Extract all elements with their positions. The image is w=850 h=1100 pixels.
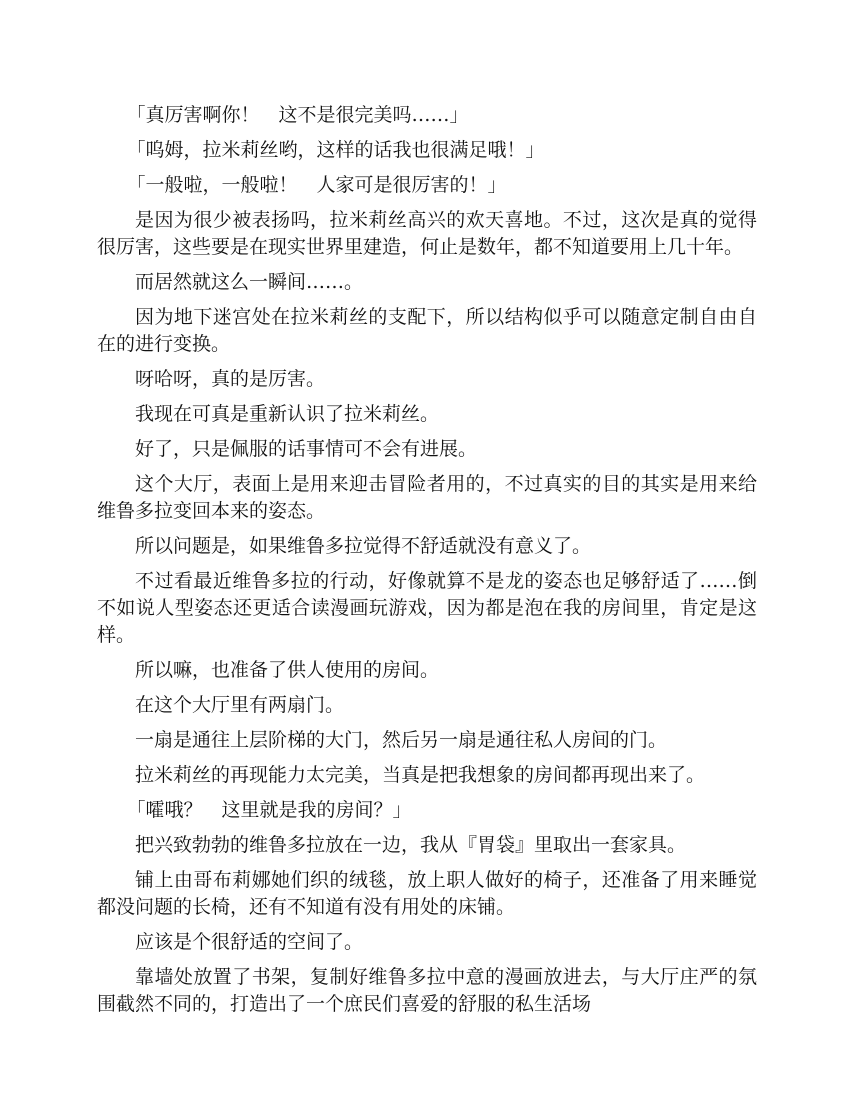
- paragraph-2: 「呜姆，拉米莉丝哟，这样的话我也很满足哦！」: [126, 139, 545, 161]
- paragraph-6: 因为地下迷宫处在拉米莉丝的支配下，所以结构似乎可以随意定制自由自在的进行变换。: [97, 306, 757, 355]
- paragraph-16: 拉米莉丝的再现能力太完美，当真是把我想象的房间都再现出来了。: [135, 764, 706, 786]
- paragraph-5: 而居然就这么一瞬间……。: [135, 271, 364, 293]
- paragraph-11: 所以问题是，如果维鲁多拉觉得不舒适就没有意义了。: [135, 535, 592, 557]
- paragraph-8: 我现在可真是重新认识了拉米莉丝。: [135, 403, 440, 425]
- paragraph-14: 在这个大厅里有两扇门。: [135, 694, 345, 716]
- paragraph-1: 「真厉害啊你！ 这不是很完美吗……」: [126, 104, 469, 126]
- paragraph-10: 这个大厅，表面上是用来迎击冒险者用的，不过真实的目的其实是用来给维鲁多拉变回本来的姿态。: [97, 473, 757, 522]
- paragraph-18: 把兴致勃勃的维鲁多拉放在一边，我从『胃袋』里取出一套家具。: [135, 834, 687, 856]
- paragraph-15: 一扇是通往上层阶梯的大门，然后另一扇是通往私人房间的门。: [135, 729, 668, 751]
- paragraph-21: 靠墙处放置了书架，复制好维鲁多拉中意的漫画放进去，与大厅庄严的氛围截然不同的，打造出了一个庶民们喜爱的舒服的私生活场: [97, 966, 757, 1015]
- paragraph-4: 是因为很少被表扬吗，拉米莉丝高兴的欢天喜地。不过，这次是真的觉得很厉害，这些要是在现实世界里建造，何止是数年，都不知道要用上几十年。: [97, 209, 757, 258]
- paragraph-17: 「嚯哦？ 这里就是我的房间？」: [126, 799, 412, 821]
- paragraph-19: 铺上由哥布莉娜她们织的绒毯，放上职人做好的椅子，还准备了用来睡觉都没问题的长椅，还有不知道有没有用处的床铺。: [97, 869, 757, 918]
- paragraph-9: 好了，只是佩服的话事情可不会有进展。: [135, 438, 478, 460]
- paragraph-3: 「一般啦，一般啦！ 人家可是很厉害的！」: [126, 174, 507, 196]
- body-text: [97, 102, 757, 1026]
- paragraph-7: 呀哈呀，真的是厉害。: [135, 368, 326, 390]
- paragraph-12: 不过看最近维鲁多拉的行动，好像就算不是龙的姿态也足够舒适了……倒不如说人型姿态还更适合读漫画玩游戏，因为都是泡在我的房间里，肯定是这样。: [97, 570, 757, 646]
- paragraph-13: 所以嘛，也准备了供人使用的房间。: [135, 659, 440, 681]
- paragraph-20: 应该是个很舒适的空间了。: [135, 931, 364, 953]
